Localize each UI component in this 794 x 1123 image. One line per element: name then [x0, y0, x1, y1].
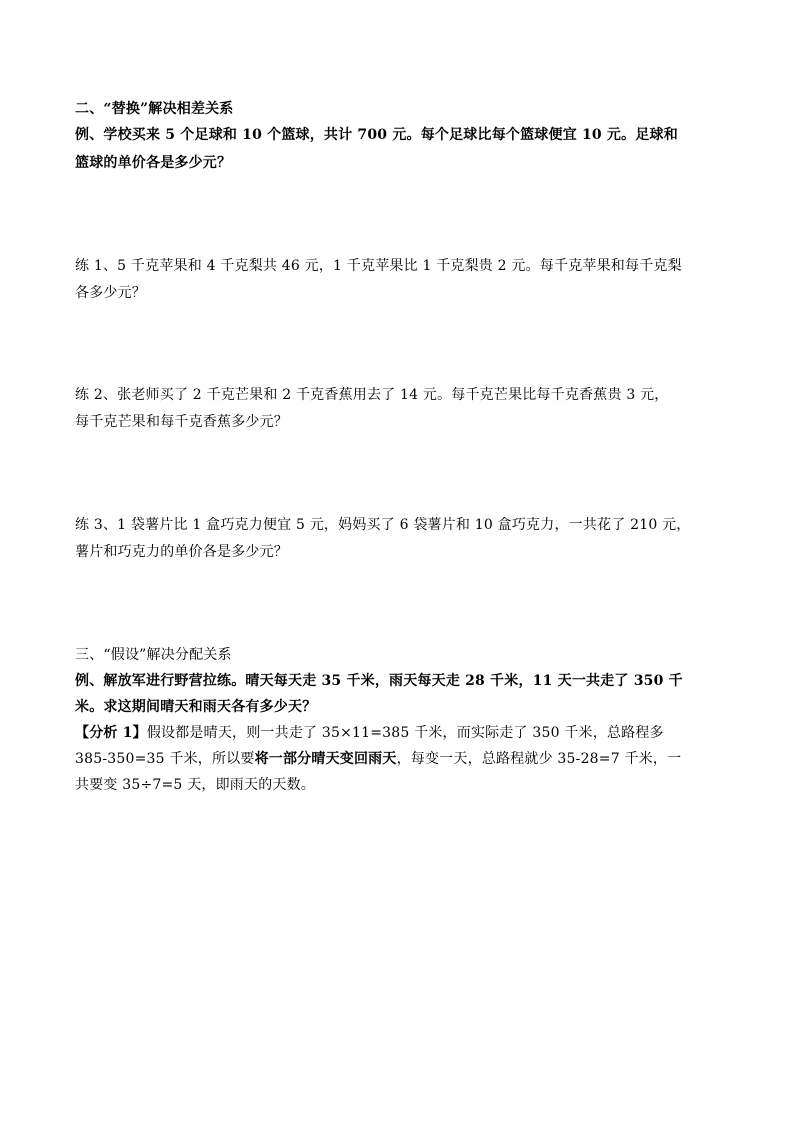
section2-heading: 二、“替换”解决相差关系	[75, 101, 234, 117]
analysis-line-1	[75, 721, 725, 745]
section3-heading: 三、“假设”解决分配关系	[75, 647, 232, 663]
section2-example-line-1: 例、学校买来 5 个足球和 10 个篮球，共计 700 元。每个足球比每个篮球便宜 10 元。足球和	[75, 127, 678, 143]
analysis-line-3: 共要变 35÷7=5 天，即雨天的天数。	[75, 777, 315, 793]
analysis-label: 【分析 1】	[75, 725, 147, 741]
practice3-line-1: 练 3、1 袋薯片比 1 盒巧克力便宜 5 元，妈妈买了 6 袋薯片和 10 盒巧克力，一共花了 210 元，	[75, 517, 691, 533]
analysis-line-2	[75, 747, 725, 771]
analysis-text-1: 假设都是晴天，则一共走了 35×11=385 千米，而实际走了 350 千米，总路程多	[146, 725, 664, 741]
practice1-line-1: 练 1、5 千克苹果和 4 千克梨共 46 元，1 千克苹果比 1 千克梨贵 2 元。每千克苹果和每千克梨	[75, 258, 682, 274]
section3-example-line-2: 米。求这期间晴天和雨天各有多少天？	[75, 699, 317, 715]
practice1-line-2: 各多少元？	[75, 285, 146, 301]
analysis-text-2b: ，每变一天，总路程就少 35-28=7 千米，一	[396, 751, 682, 767]
section2-example-line-2: 篮球的单价各是多少元？	[75, 155, 232, 171]
section3-example-line-1: 例、解放军进行野营拉练。晴天每天走 35 千米，雨天每天走 28 千米，11 天一共走了 350 千	[75, 673, 683, 689]
analysis-emphasis: 将一部分晴天变回雨天	[254, 751, 397, 767]
practice3-line-2: 薯片和巧克力的单价各是多少元？	[75, 544, 288, 560]
practice2-line-2: 每千克芒果和每千克香蕉多少元？	[75, 414, 288, 430]
practice2-line-1: 练 2、张老师买了 2 千克芒果和 2 千克香蕉用去了 14 元。每千克芒果比每千克香蕉贵 3 元，	[75, 387, 669, 403]
analysis-text-2a: 385-350=35 千米，所以要	[75, 751, 255, 767]
